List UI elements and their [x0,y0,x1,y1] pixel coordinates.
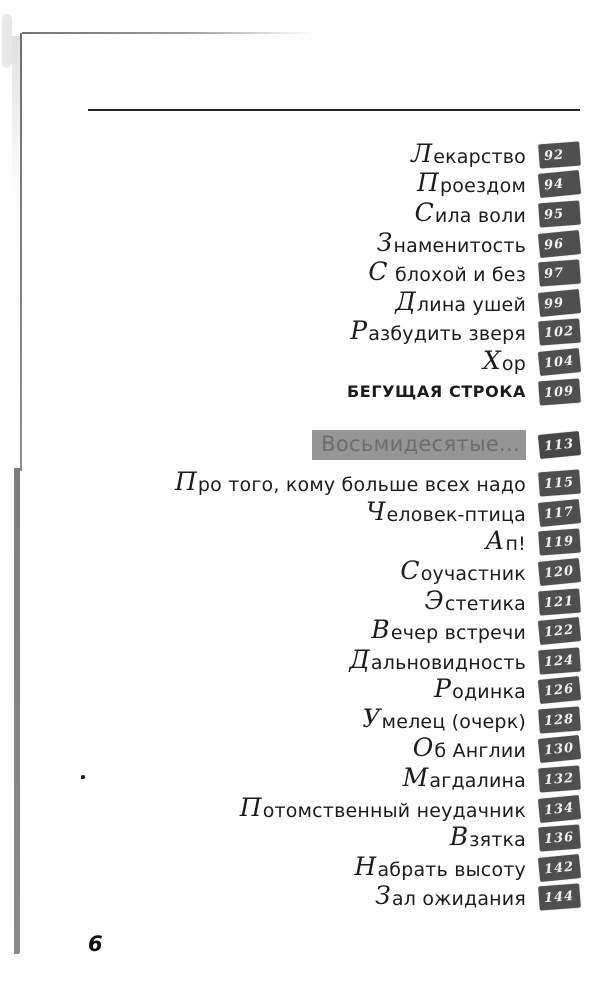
title-rest: ор [501,352,526,375]
fancy-initial-letter: В [449,822,469,852]
fancy-initial-letter: Н [354,851,377,881]
title-rest: азбудить зверя [368,323,526,346]
fancy-initial-letter: Р [350,316,368,346]
toc-entry-page-badge: 95 [538,201,581,228]
title-rest: мелец (очерк) [381,710,526,733]
toc-entry-title [417,168,526,198]
toc-row [0,318,580,348]
toc-entry-title [434,674,526,704]
title-rest: б Англии [434,740,526,763]
fancy-initial-letter: Д [349,644,370,674]
fancy-initial-letter: В [371,615,390,645]
page-edge-top-line [22,32,312,34]
toc-entry-title: Восьмидесятые... [312,430,526,460]
toc-row [0,823,580,853]
toc-entry-title [349,644,526,674]
fancy-initial-letter: Л [411,138,433,168]
toc-entry-title [402,763,526,793]
title-rest: ро того, кому больше всех надо [197,474,526,497]
fancy-initial-letter: П [417,168,440,198]
toc-row [0,199,580,229]
toc-row [0,853,580,883]
fancy-initial-letter: У [362,703,381,733]
toc-row [0,140,580,170]
toc-entry-page-badge: 136 [538,825,581,852]
fancy-initial-letter: З [376,227,393,257]
fancy-initial-letter: С [400,555,420,585]
table-of-contents [0,140,580,912]
toc-entry-page-badge: 130 [538,735,581,763]
fancy-initial-letter: Х [482,345,501,375]
toc-entry-title [362,703,526,733]
title-rest: лина ушей [416,293,526,316]
toc-entry-title [485,526,526,556]
toc-entry-title [414,197,526,227]
toc-entry-page-badge: 120 [538,558,581,586]
toc-entry-title [449,822,526,852]
toc-row [0,428,580,462]
toc-entry-page-badge: 99 [538,289,581,317]
toc-entry-page-badge: 121 [538,588,581,615]
fancy-initial-letter: М [402,763,429,793]
title-rest: зятка [469,829,526,852]
toc-entry-title: БЕГУЩАЯ СТРОКА [347,382,526,402]
title-rest: роездом [440,175,526,198]
toc-row [0,288,580,318]
title-rest: п! [505,533,526,556]
fancy-initial-letter: З [375,881,391,911]
toc-row [0,705,580,735]
toc-row [0,764,580,794]
toc-entry-page-badge: 96 [538,230,581,258]
toc-entry-title [239,792,526,822]
toc-entry-page-badge: 92 [538,141,581,168]
fancy-initial-letter: П [239,792,262,822]
toc-entry-page-badge: 124 [538,647,581,674]
toc-entry-page-badge: 109 [538,378,581,405]
toc-entry-page-badge: 102 [538,319,581,346]
toc-row [0,229,580,259]
title-rest: блохой и без [388,264,526,287]
toc-entry-title [350,316,526,346]
page-number: 6 [88,932,103,956]
toc-entry-page-badge: 144 [538,884,581,911]
title-rest: ечер встречи [390,622,526,645]
title-rest: одинка [452,681,526,704]
toc-entry-title [395,286,526,316]
toc-entry-title [411,138,526,168]
title-rest: агдалина [429,770,526,793]
title-rest: стетика [444,592,526,615]
toc-entry-title [482,345,526,375]
toc-entry-title [174,467,526,497]
title-rest: отомственный неудачник [262,799,526,822]
fancy-initial-letter: С [414,197,434,227]
fancy-initial-letter: Р [434,674,452,704]
toc-entry-page-badge: 126 [538,676,581,704]
toc-entry-page-badge: 104 [538,348,581,376]
toc-entry-title [400,555,526,585]
toc-entry-title [376,227,526,257]
title-rest: абрать высоту [377,858,526,881]
toc-entry-page-badge: 128 [538,706,581,733]
title-rest: наменитость [393,234,526,257]
fancy-initial-letter: О [412,733,434,763]
toc-entry-page-badge: 94 [538,170,581,198]
title-rest: альновидность [370,651,526,674]
toc-entry-title [412,733,526,763]
toc-row [0,258,580,288]
toc-row [0,170,580,200]
toc-row [0,676,580,706]
title-rest: екарство [433,145,526,168]
toc-entry-page-badge: 122 [538,617,581,645]
title-rest: ал ожидания [391,888,526,911]
stray-ink-dot [81,775,85,779]
toc-entry-title [368,257,526,287]
toc-row [0,735,580,765]
toc-row [0,557,580,587]
content-divider-rule [88,109,580,111]
toc-entry-page-badge: 132 [538,766,581,793]
toc-entry-page-badge: 113 [538,431,581,459]
toc-entry-page-badge: 117 [538,499,581,527]
toc-entry-page-badge: 119 [538,529,581,556]
toc-entry-title [371,615,526,645]
toc-row [0,794,580,824]
toc-row [0,347,580,377]
toc-row [0,616,580,646]
fancy-initial-letter: А [485,526,505,556]
fancy-initial-letter: С [368,257,388,287]
toc-entry-page-badge: 134 [538,795,581,823]
toc-entry-page-badge: 97 [538,260,581,287]
toc-row [0,498,580,528]
toc-entry-page-badge: 142 [538,854,581,882]
fancy-initial-letter: Ч [365,496,386,526]
fancy-initial-letter: Д [395,286,416,316]
fancy-initial-letter: П [174,467,197,497]
scan-corner-smudge [2,14,12,68]
toc-row [0,377,580,407]
title-rest: ила воли [434,204,526,227]
toc-row [0,468,580,498]
title-rest: еловек-птица [386,503,526,526]
fancy-initial-letter: Э [424,585,444,615]
toc-row [0,646,580,676]
toc-entry-title [354,851,526,881]
toc-entry-page-badge: 115 [538,470,581,497]
toc-row [0,883,580,913]
toc-entry-title [424,585,526,615]
toc-row [0,587,580,617]
toc-row [0,528,580,558]
title-rest: оучастник [420,562,526,585]
toc-entry-title [365,496,526,526]
toc-entry-title [375,881,526,911]
